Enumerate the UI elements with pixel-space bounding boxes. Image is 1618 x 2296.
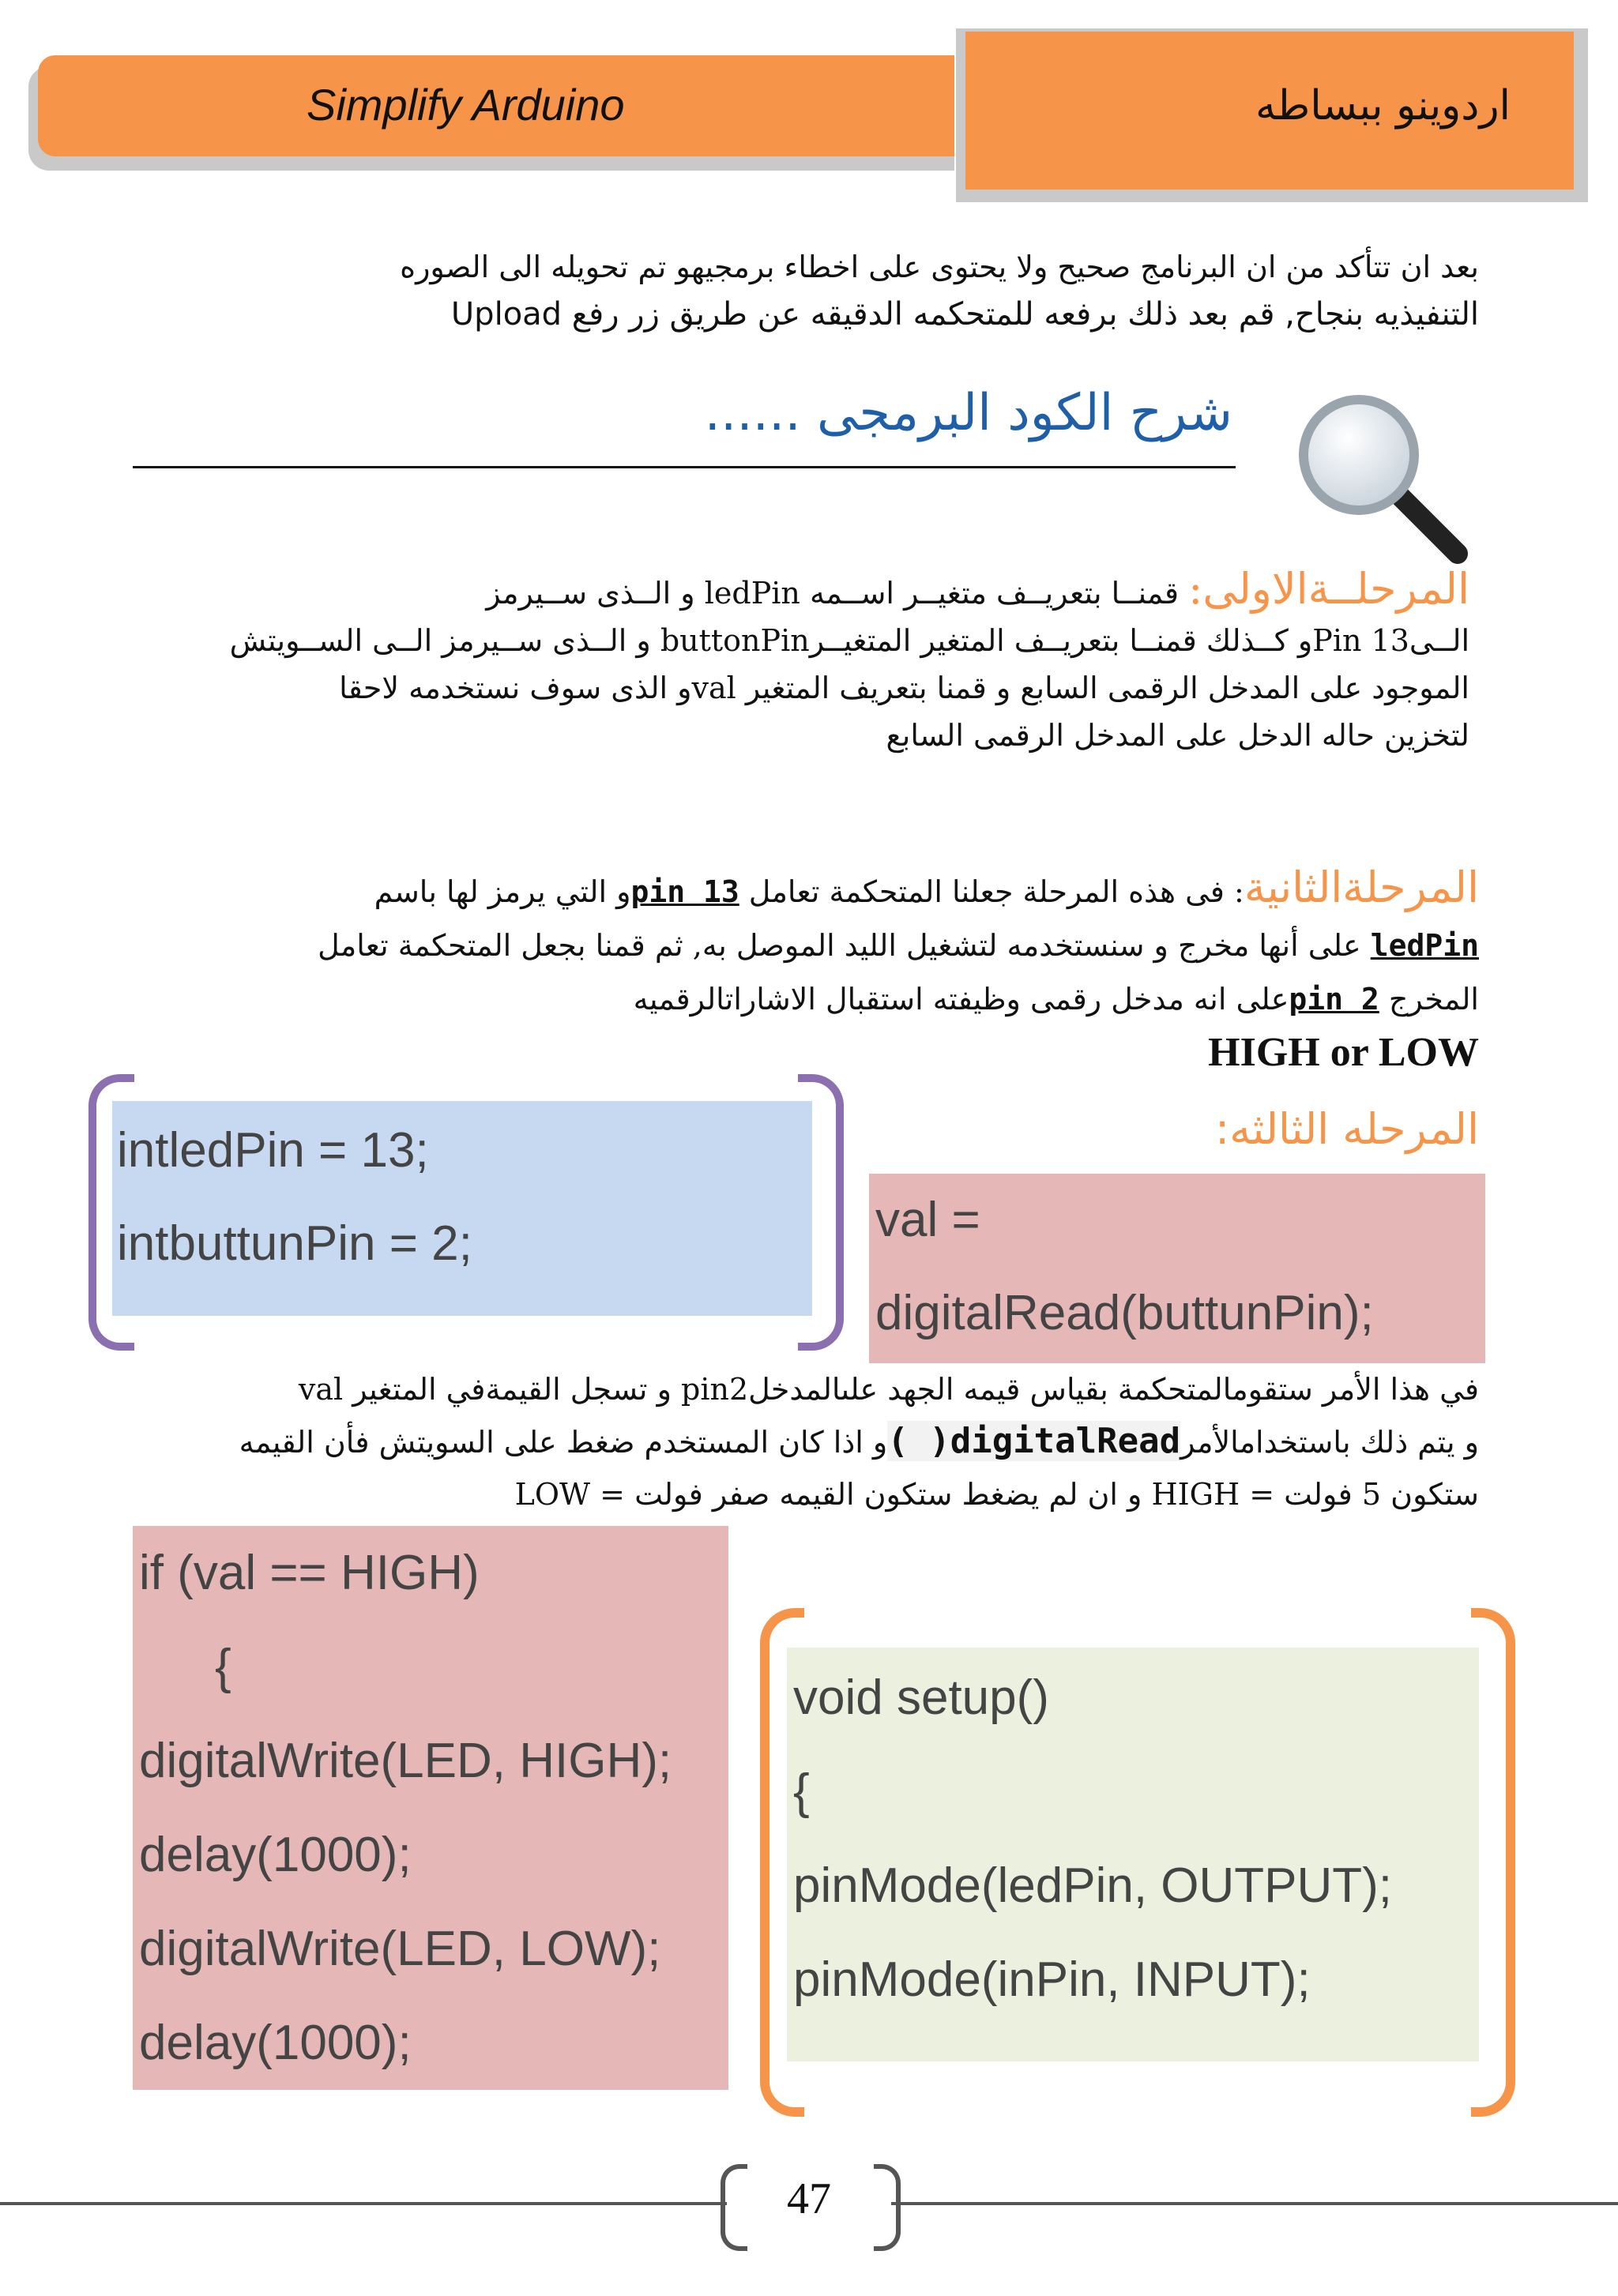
stage3-cmd: digitalRead( ) — [887, 1421, 1181, 1461]
page-number: 47 — [787, 2174, 831, 2223]
stage2-pin2: pin 2 — [1289, 982, 1379, 1016]
stage2-line3-a: المخرج — [1379, 982, 1479, 1016]
code-line: intbuttunPin = 2; — [117, 1216, 472, 1271]
code-line: val = — [875, 1193, 980, 1247]
code-read — [869, 1174, 1485, 1363]
stage2-pin13: pin 13 — [630, 874, 739, 909]
stage3-line2-b: و اذا كان المستخدم ضغط على السويتش فأن القيمه — [239, 1425, 888, 1460]
code-line: digitalRead(buttunPin); — [875, 1286, 1374, 1340]
stage1-line-2: الــى13 Pinو كــذلك قمنــا بتعريــف المتغير المتغيــرbuttonPin و الــذى ســيرمز الــى الســويتش — [229, 623, 1469, 658]
stage1-line-1 — [126, 566, 1469, 617]
section-title: شرح الكود البرمجى ...... — [704, 384, 1232, 442]
stage2-ledpin: ledPin — [1370, 928, 1479, 963]
section-underline — [133, 466, 1236, 468]
intro-line-2: التنفيذيه بنجاح, قم بعد ذلك برفعه للمتحكمه الدقيقه عن طريق زر رفع Upload — [450, 296, 1479, 333]
stage2-line1-b: و التي يرمز لها باسم — [374, 874, 631, 909]
footer-line-left — [0, 2202, 727, 2205]
header-title-en: Simplify Arduino — [307, 80, 625, 130]
stage1-line-3: الموجود على المدخل الرقمى السابع و قمنا بتعريف المتغير valو الذى سوف نستخدمه لاحقا — [339, 671, 1469, 705]
code-line: { — [793, 1764, 810, 1819]
code-line: delay(1000); — [139, 2016, 412, 2070]
footer-bracket-right — [874, 2164, 901, 2251]
stage2-block — [120, 861, 1479, 1080]
stage2-line-1 — [120, 861, 1479, 919]
header-left-bar — [38, 55, 954, 156]
stage2-high-low: HIGH or LOW — [1208, 1030, 1479, 1075]
stage2-line2-b: على أنها مخرج و سنستخدمه لتشغيل الليد الموصل به, ثم قمنا بجعل المتحكمة تعامل — [318, 928, 1371, 963]
stage1-line1-text: قمنــا بتعريــف متغيــر اســمه ledPin و الــذى ســيرمز — [486, 576, 1180, 611]
magnifier-icon — [1288, 384, 1477, 573]
intro-line-1: بعد ان تتأكد من ان البرنامج صحيح ولا يحتوى على اخطاء برمجيهو تم تحويله الى الصوره — [400, 250, 1479, 284]
intro-paragraph — [136, 243, 1479, 338]
header-title-ar: اردوينو ببساطه — [1255, 82, 1511, 130]
stage3-line-3: ستكون 5 فولت = HIGH و ان لم يضغط ستكون القيمه صفر فولت = LOW — [514, 1477, 1479, 1512]
stage2-line-3 — [120, 972, 1479, 1026]
stage2-line3-b: على انه مدخل رقمى وظيفته استقبال الاشاراتالرقميه — [633, 982, 1289, 1016]
stage1-block — [126, 566, 1469, 759]
code-setup — [787, 1648, 1479, 2061]
footer-line-right — [891, 2202, 1618, 2205]
code-line: pinMode(ledPin, OUTPUT); — [793, 1858, 1393, 1913]
code-declare — [112, 1101, 812, 1316]
stage1-heading: المرحلــةالاولى: — [1188, 564, 1469, 614]
code-line: if (val == HIGH) — [139, 1546, 480, 1600]
stage2-line-2 — [120, 919, 1479, 972]
code-if — [133, 1526, 728, 2090]
code-line: digitalWrite(LED, HIGH); — [139, 1734, 672, 1788]
stage3-line-1: في هذا الأمر ستقومالمتحكمة بقياس قيمه الجهد علىالمدخلpin2 و تسجل القيمةفي المتغير val — [298, 1372, 1479, 1407]
stage3-heading: المرحله الثالثه: — [1215, 1104, 1479, 1154]
code-line: intledPin = 13; — [117, 1123, 429, 1178]
code-line: delay(1000); — [139, 1828, 412, 1882]
stage3-line2-a: و يتم ذلك باستخدامالأمر — [1180, 1425, 1479, 1460]
code-line: void setup() — [793, 1670, 1049, 1725]
footer-bracket-left — [721, 2164, 747, 2251]
stage2-line1-a: : فى هذه المرحلة جعلنا المتحكمة تعامل — [739, 874, 1244, 909]
code-line: pinMode(inPin, INPUT); — [793, 1952, 1311, 2007]
header-right-bar — [965, 32, 1574, 190]
stage3-block — [120, 1363, 1479, 1520]
stage3-line-2 — [120, 1415, 1479, 1468]
code-line: digitalWrite(LED, LOW); — [139, 1922, 661, 1976]
code-line: { — [215, 1640, 231, 1694]
stage2-heading: المرحلةالثانية — [1244, 862, 1479, 912]
stage1-line-4: لتخزين حاله الدخل على المدخل الرقمى السابع — [886, 718, 1469, 753]
